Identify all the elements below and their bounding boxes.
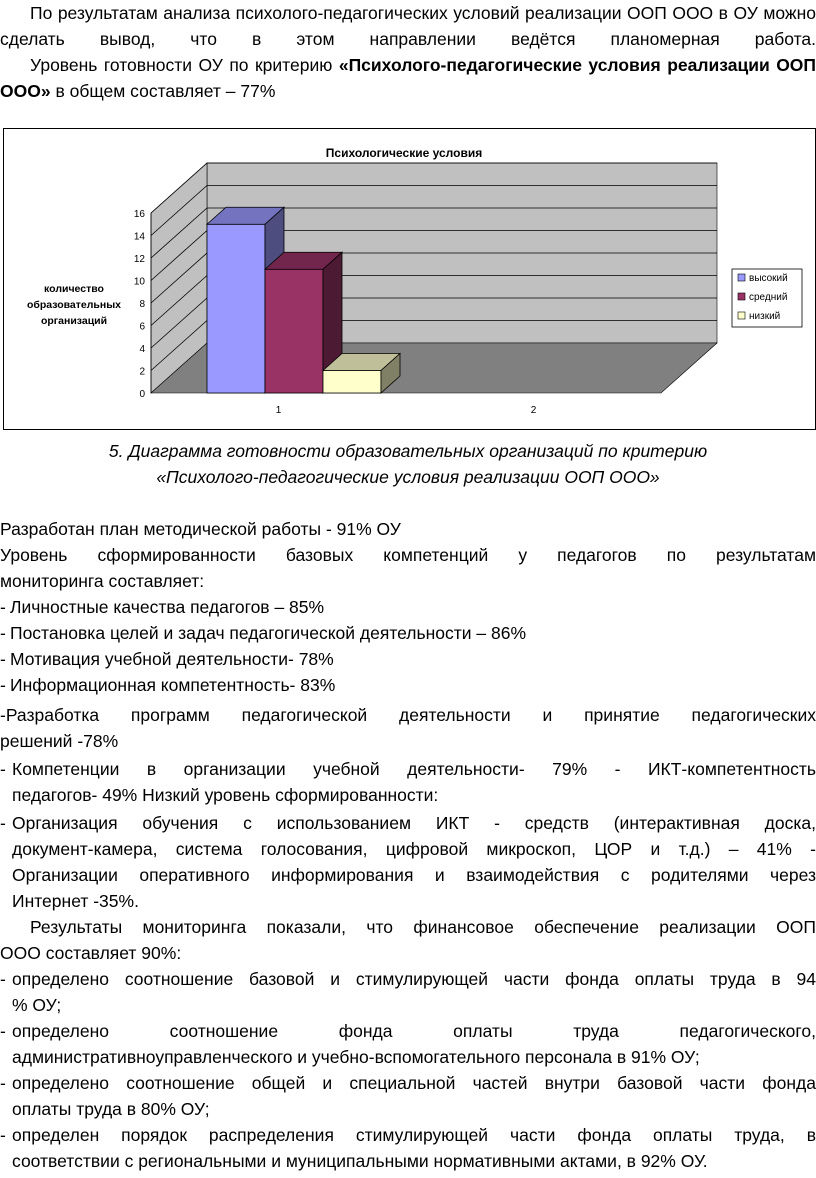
finance-line-1: Результаты мониторинга показали, что финансовое обеспечение реализации ООП: [30, 917, 816, 937]
finance-item-4-line-2: соответствии с региональными и муниципальными нормативными актами, в 92% ОУ.: [12, 1151, 708, 1171]
finance-item-2-line-1: определено соотношение фонда оплаты труда педагогического,: [12, 1021, 816, 1041]
intro-text-2-bold: «Психолого-педагогические условия реализации ООП ООО»: [0, 55, 816, 101]
bar-chart: [4, 129, 815, 429]
finance-item-3-line-2: оплаты труда в 80% ОУ;: [12, 1099, 210, 1119]
list-item-text: Личностные качества педагогов – 85%: [10, 597, 325, 617]
chart-title: Психологические условия: [325, 146, 483, 160]
finance-line-2: ООО составляет 90%:: [0, 943, 182, 963]
intro-paragraph-2: [0, 52, 816, 104]
intro-text-1: По результатам анализа психолого-педагогических условий реализации ООП ООО в ОУ можно сделать вывод, что в этом направлении ведётся планомерная работа.: [0, 3, 816, 49]
finance-item-2-line-2: административноуправленческого и учебно-вспомогательного персонала в 91% ОУ;: [12, 1047, 700, 1067]
y-tick-label: 14: [133, 231, 145, 243]
y-tick-label: 6: [139, 321, 145, 333]
y-axis-label: образовательных: [26, 299, 122, 311]
list-item-text: Информационная компетентность- 83%: [10, 675, 336, 695]
plan-line: Разработан план методической работы - 91% ОУ: [0, 519, 401, 539]
y-tick-label: 0: [139, 389, 145, 400]
competence-line-1: Компетенции в организации учебной деятельности- 79% - ИКТ-компетентность: [12, 759, 816, 779]
list-item-text: Мотивация учебной деятельности- 78%: [10, 649, 334, 669]
x-tick-label: 1: [275, 405, 282, 416]
y-tick-label: 8: [139, 299, 145, 310]
legend-label: низкий: [749, 311, 781, 322]
legend-label: средний: [749, 292, 788, 303]
y-tick-label: 12: [133, 254, 145, 265]
y-tick-label: 2: [139, 366, 145, 378]
finance-item-1-line-1: определено соотношение базовой и стимулирующей части фонда оплаты труда в 94: [12, 969, 816, 989]
organization-line-4: Интернет -35%.: [12, 891, 139, 911]
finance-item-3-line-1: определено соотношение общей и специальной частей внутри базовой части фонда: [12, 1073, 816, 1093]
y-tick-label: 4: [139, 344, 145, 355]
figure-caption-line-1: 5. Диаграмма готовности образовательных организаций по критерию: [108, 441, 708, 461]
development-line-1: -Разработка программ педагогической деятельности и принятие педагогических: [0, 705, 816, 725]
development-line-2: решений -78%: [0, 731, 119, 751]
list-item-text: Постановка целей и задач педагогической деятельности – 86%: [10, 623, 527, 643]
y-tick-label: 10: [133, 276, 145, 288]
intro-paragraph-1: [0, 0, 816, 52]
figure-caption-line-2: «Психолого-педагогические условия реализации ООП ООО»: [156, 467, 660, 487]
y-axis-label: количество: [44, 283, 104, 295]
organization-line-1: Организация обучения с использованием ИКТ - средств (интерактивная доска,: [12, 813, 816, 833]
bar-высокий: [207, 224, 265, 393]
legend-swatch: [738, 293, 745, 300]
y-axis-label: организаций: [40, 315, 108, 327]
finance-item-4-line-1: определен порядок распределения стимулирующей части фонда оплаты труда, в: [12, 1125, 816, 1145]
legend-label: высокий: [749, 273, 788, 284]
bar-низкий: [323, 371, 381, 394]
level-line-1: Уровень сформированности базовых компетенций у педагогов по результатам: [0, 545, 816, 565]
finance-item-1-line-2: % ОУ;: [12, 995, 62, 1015]
intro-text-2-end: в общем составляет – 77%: [50, 81, 276, 101]
intro-text-2-start: Уровень готовности ОУ по критерию: [30, 55, 339, 75]
x-tick-label: 2: [530, 405, 537, 416]
organization-line-3: Организации оперативного информирования и взаимодействия с родителями через: [12, 865, 816, 885]
legend-swatch: [738, 274, 745, 281]
level-line-2: мониторинга составляет:: [0, 571, 205, 591]
y-tick-label: 16: [133, 209, 145, 220]
legend-swatch: [738, 312, 745, 319]
bar-средний: [265, 269, 323, 393]
competence-line-2: педагогов- 49% Низкий уровень сформированности:: [12, 785, 439, 805]
chart-container: [3, 128, 816, 430]
organization-line-2: документ-камера, система голосования, цифровой микроскоп, ЦОР и т.д.) – 41% -: [12, 839, 816, 859]
